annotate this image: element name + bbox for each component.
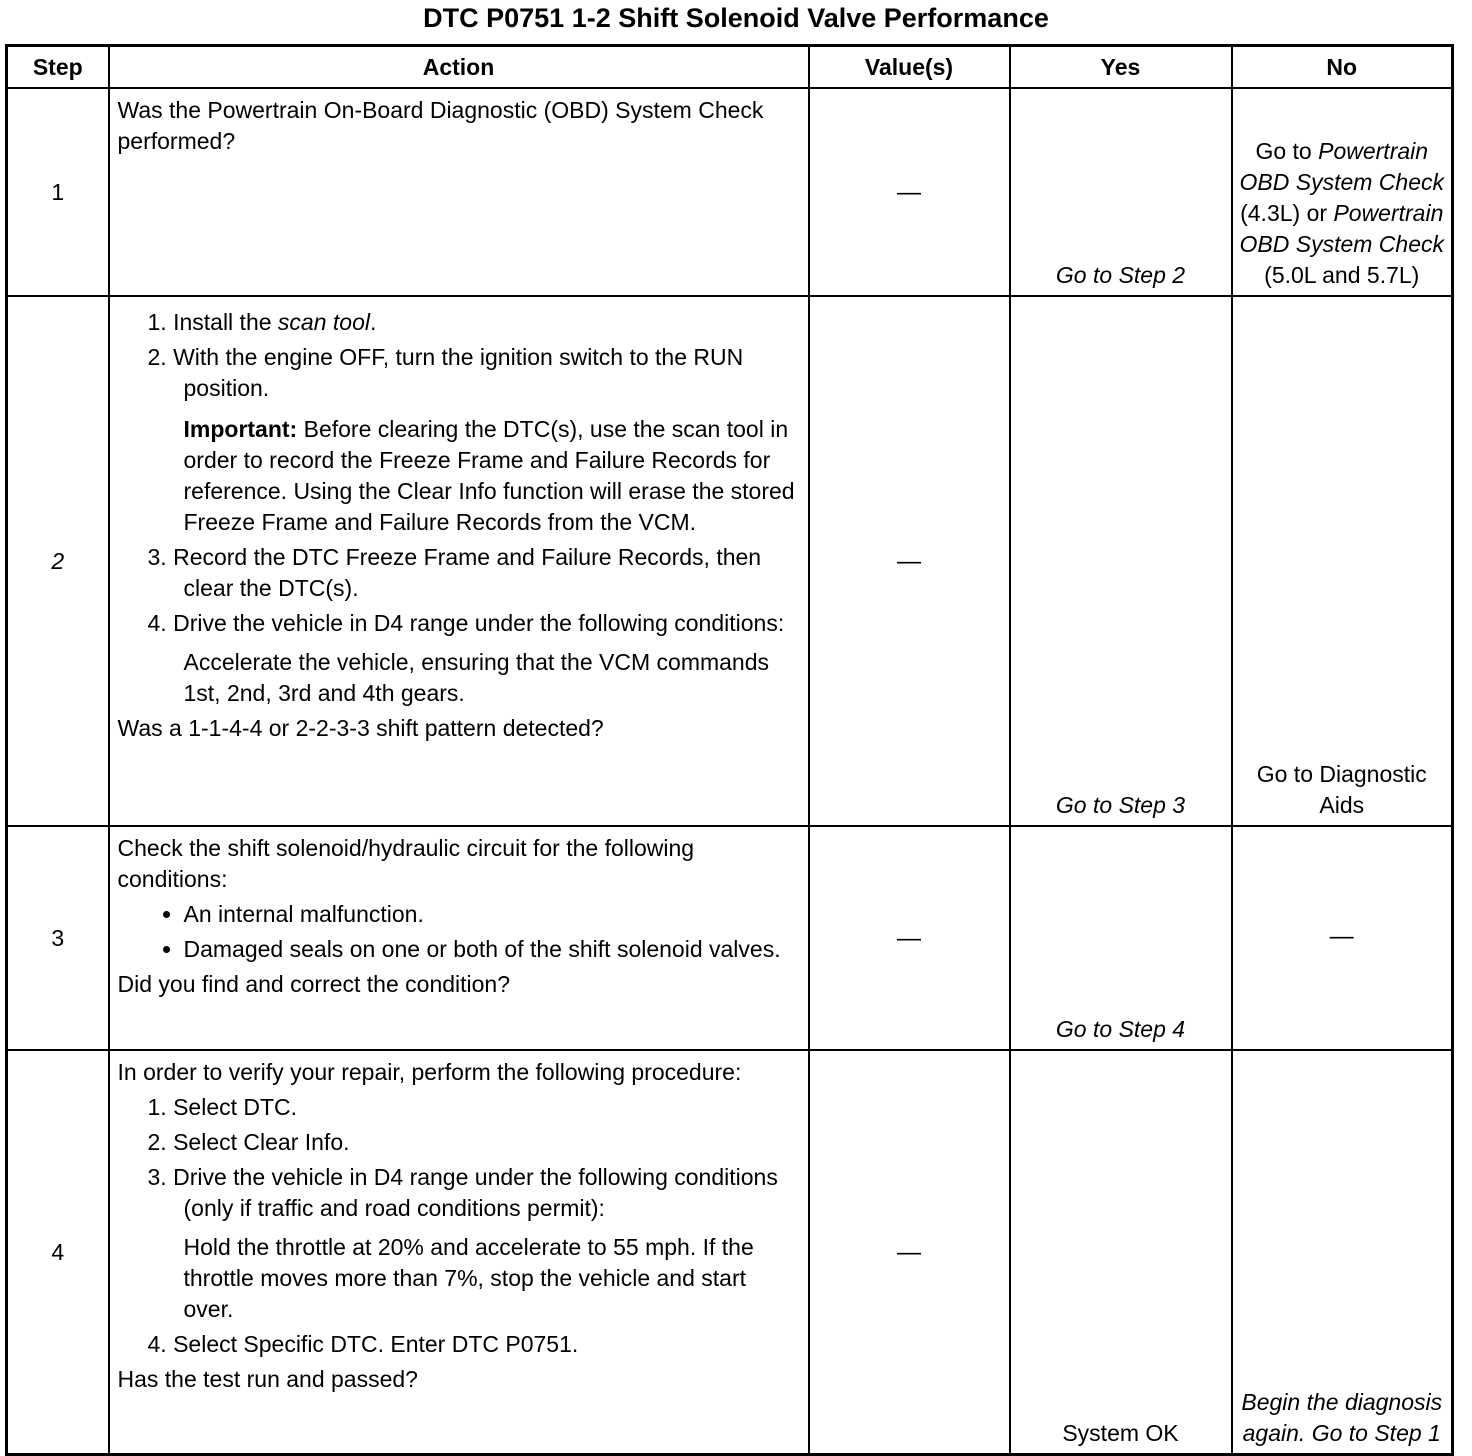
item-number: 4. — [147, 610, 167, 636]
table-row — [7, 296, 1453, 826]
action-question: Did you find and correct the condition? — [117, 971, 511, 997]
no-cell — [1232, 88, 1453, 296]
header-no: No — [1232, 46, 1453, 89]
item-note: Accelerate the vehicle, ensuring that the VCM commands 1st, 2nd, 3rd and 4th gears. — [183, 649, 770, 706]
item-text: Record the DTC Freeze Frame and Failure Records, then clear the DTC(s). — [173, 544, 762, 601]
item-number: 2. — [147, 344, 167, 370]
item-number: 2. — [147, 1129, 167, 1155]
page-title: DTC P0751 1-2 Shift Solenoid Valve Performance — [423, 3, 1049, 33]
table-row — [7, 826, 1453, 1050]
item-number: 3. — [147, 544, 167, 570]
value-cell: — — [809, 826, 1010, 1050]
action-question: Has the test run and passed? — [117, 1366, 418, 1392]
yes-cell: Go to Step 2 — [1010, 88, 1232, 296]
action-cell — [109, 88, 809, 296]
action-cell — [109, 296, 809, 826]
value-cell: — — [809, 1050, 1010, 1455]
yes-cell: System OK — [1010, 1050, 1232, 1455]
important-label: Important: — [183, 416, 298, 442]
item-number: 3. — [147, 1164, 167, 1190]
table-header-row — [7, 46, 1453, 89]
item-text: With the engine OFF, turn the ignition switch to the RUN position. — [173, 344, 744, 401]
list-item — [148, 1162, 802, 1224]
no-text: (5.0L and 5.7L) — [1264, 262, 1420, 288]
table-row — [7, 1050, 1453, 1455]
value-cell: — — [809, 296, 1010, 826]
yes-cell: Go to Step 3 — [1010, 296, 1232, 826]
no-link-text: Powertrain OBD System Check — [1239, 200, 1444, 257]
diagnostic-table — [5, 44, 1454, 1456]
item-text: Select Clear Info. — [173, 1129, 350, 1155]
no-link-text: Powertrain OBD System Check — [1239, 138, 1444, 195]
no-text: (4.3L) or — [1240, 200, 1334, 226]
list-item — [148, 1329, 802, 1360]
item-number: 4. — [147, 1331, 167, 1357]
no-cell: Begin the diagnosis again. Go to Step 1 — [1232, 1050, 1453, 1455]
no-cell: — — [1232, 826, 1453, 1050]
important-text: Before clearing the DTC(s), use the scan tool in order to record the Freeze Frame and Failure Records for reference. Using the Clear Info function will erase the stored Freeze Frame and Failure Records from the VCM. — [183, 416, 795, 535]
action-intro: In order to verify your repair, perform the following procedure: — [117, 1059, 742, 1085]
list-item — [148, 342, 802, 404]
action-cell — [109, 1050, 809, 1455]
header-values: Value(s) — [809, 46, 1010, 89]
header-action: Action — [109, 46, 809, 89]
item-text: Drive the vehicle in D4 range under the following conditions: — [173, 610, 785, 636]
table-row — [7, 88, 1453, 296]
procedure-list — [118, 307, 802, 709]
list-item — [148, 542, 802, 604]
no-cell: Go to Diagnostic Aids — [1232, 296, 1453, 826]
important-note — [148, 414, 802, 538]
list-item: • An internal malfunction. — [184, 899, 802, 930]
no-text: Go to — [1255, 138, 1319, 164]
action-cell — [109, 826, 809, 1050]
item-text: Select DTC. — [173, 1094, 298, 1120]
item-emphasis: scan tool — [277, 309, 370, 335]
action-question: Was the Powertrain On-Board Diagnostic (OBD) System Check performed? — [117, 97, 764, 154]
item-number: 1. — [147, 1094, 167, 1120]
list-item — [148, 1092, 802, 1123]
action-intro: Check the shift solenoid/hydraulic circuit for the following conditions: — [117, 835, 695, 892]
step-number: 1 — [7, 88, 109, 296]
item-number: 1. — [147, 309, 167, 335]
item-text: . — [369, 309, 377, 335]
procedure-list — [118, 1092, 802, 1360]
step-number: 2 — [7, 296, 109, 826]
list-item — [148, 307, 802, 338]
item-text: Install the — [173, 309, 278, 335]
list-item — [148, 608, 802, 639]
yes-cell: Go to Step 4 — [1010, 826, 1232, 1050]
list-item — [148, 1127, 802, 1158]
condition-list — [118, 899, 802, 965]
step-number: 3 — [7, 826, 109, 1050]
header-yes: Yes — [1010, 46, 1232, 89]
step-number: 4 — [7, 1050, 109, 1455]
item-text: Select Specific DTC. Enter DTC P0751. — [173, 1331, 579, 1357]
value-cell: — — [809, 88, 1010, 296]
list-item: • Damaged seals on one or both of the shift solenoid valves. — [184, 934, 802, 965]
header-step: Step — [7, 46, 109, 89]
item-text: Drive the vehicle in D4 range under the following conditions (only if traffic and road conditions permit): — [173, 1164, 778, 1221]
item-note: Hold the throttle at 20% and accelerate to 55 mph. If the throttle moves more than 7%, stop the vehicle and start over. — [183, 1234, 754, 1322]
action-question: Was a 1-1-4-4 or 2-2-3-3 shift pattern detected? — [117, 715, 604, 741]
